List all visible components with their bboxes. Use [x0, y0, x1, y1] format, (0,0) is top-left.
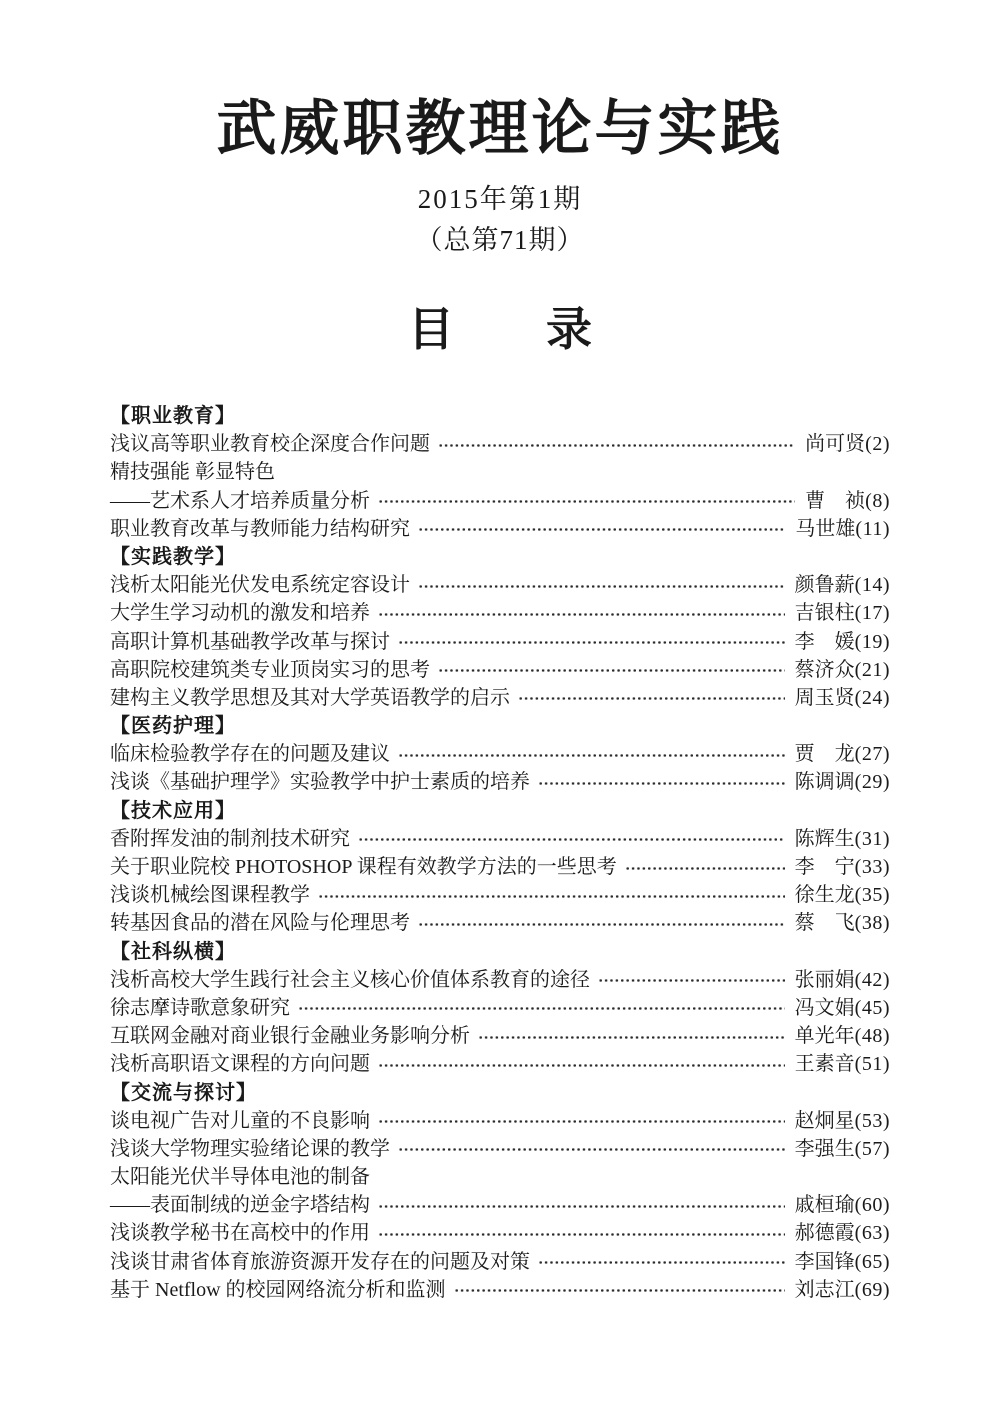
- entry-page: (51): [854, 1053, 890, 1076]
- entry-page: (24): [854, 686, 890, 709]
- entry-author: 冯文娟: [794, 996, 855, 1019]
- section-header: 【社科纵横】: [110, 940, 236, 963]
- toc-entry: [110, 966, 890, 994]
- dotted-leader: [398, 740, 785, 768]
- toc-entry: [110, 1107, 890, 1135]
- entry-author-page: [795, 628, 890, 656]
- entry-author-page: [795, 768, 890, 796]
- entry-title: 关于职业院校 PHOTOSHOP 课程有效教学方法的一些思考: [110, 856, 617, 878]
- entry-title: 谈电视广告对儿童的不良影响: [110, 1109, 370, 1132]
- dotted-leader: [318, 881, 785, 909]
- entry-title: 浅谈大学物理实验绪论课的教学: [110, 1137, 390, 1160]
- dotted-leader: [418, 515, 785, 543]
- toc-entry: [110, 881, 890, 909]
- entry-page: (11): [855, 517, 890, 540]
- entry-author: 曹 祯: [805, 489, 866, 512]
- entry-title: 职业教育改革与教师能力结构研究: [110, 517, 410, 540]
- entry-page: (42): [854, 968, 890, 991]
- dotted-leader: [598, 966, 785, 994]
- toc-entry: [110, 1276, 890, 1304]
- entry-title: 浅析太阳能光伏发电系统定容设计: [110, 574, 410, 597]
- dotted-leader: [378, 487, 795, 515]
- dotted-leader: [378, 1050, 785, 1078]
- dotted-leader: [418, 571, 785, 599]
- entry-title: 徐志摩诗歌意象研究: [110, 996, 290, 1019]
- entry-author-page: [795, 994, 890, 1022]
- toc-heading: 目 录: [408, 304, 592, 355]
- entry-title: 临床检验教学存在的问题及建议: [110, 743, 390, 766]
- entry-author-page: [795, 881, 890, 909]
- toc-entry: [110, 628, 890, 656]
- entry-page: (60): [854, 1194, 890, 1217]
- toc-entry: [110, 994, 890, 1022]
- entry-title: 浅谈《基础护理学》实验教学中护士素质的培养: [110, 771, 530, 794]
- table-of-contents: [110, 402, 890, 1304]
- toc-entry: [110, 1050, 890, 1078]
- toc-entry: [110, 656, 890, 684]
- entry-author: 李 宁: [794, 856, 855, 878]
- toc-entry: [110, 1191, 890, 1219]
- entry-author: 赵炯星: [794, 1109, 855, 1132]
- dotted-leader: [438, 656, 785, 684]
- entry-author: 陈辉生: [794, 827, 855, 850]
- entry-title: 转基因食品的潜在风险与伦理思考: [110, 912, 410, 935]
- toc-entry: [110, 487, 890, 515]
- entry-page: (14): [854, 574, 890, 597]
- entry-author-page: [795, 966, 890, 994]
- entry-author: 贾 龙: [794, 743, 855, 766]
- entry-author-page: [805, 430, 890, 458]
- dotted-leader: [478, 1022, 785, 1050]
- entry-page: (17): [854, 602, 890, 625]
- dotted-leader: [378, 1191, 785, 1219]
- entry-author-page: [795, 825, 890, 853]
- toc-entry: [110, 430, 890, 458]
- entry-author-page: [795, 740, 890, 768]
- entry-title: ——艺术系人才培养质量分析: [110, 489, 370, 512]
- dotted-leader: [378, 1219, 785, 1247]
- dotted-leader: [438, 430, 795, 458]
- entry-author: 颜鲁薪: [794, 574, 855, 597]
- entry-author: 刘志江: [794, 1278, 855, 1301]
- section-header: 【交流与探讨】: [110, 1081, 257, 1104]
- section-header: 【医药护理】: [110, 715, 236, 738]
- entry-author-page: [795, 515, 890, 543]
- entry-page: (65): [854, 1250, 890, 1273]
- entry-author: 郝德霞: [794, 1222, 855, 1245]
- entry-author-page: [795, 1050, 890, 1078]
- dotted-leader: [454, 1276, 785, 1304]
- entry-author: 张丽娟: [794, 968, 855, 991]
- entry-title: 浅析高职语文课程的方向问题: [110, 1053, 370, 1076]
- entry-author: 陈调调: [794, 771, 855, 794]
- entry-author-page: [795, 909, 890, 937]
- entry-page: (48): [854, 1025, 890, 1048]
- toc-entry: [110, 825, 890, 853]
- entry-author: 吉银柱: [794, 602, 855, 625]
- entry-title: 浅析高校大学生践行社会主义核心价值体系教育的途径: [110, 968, 590, 991]
- issue-line: 2015年第1期: [417, 184, 583, 214]
- entry-author: 李 媛: [794, 630, 855, 653]
- dotted-leader: [378, 599, 785, 627]
- entry-author-page: [795, 1276, 890, 1304]
- entry-page: (2): [865, 433, 890, 456]
- dotted-leader: [518, 684, 785, 712]
- entry-title: 高职计算机基础教学改革与探讨: [110, 630, 390, 653]
- toc-entry: [110, 1219, 890, 1247]
- entry-title: 浅谈甘肃省体育旅游资源开发存在的问题及对策: [110, 1250, 530, 1273]
- entry-page: (31): [854, 827, 890, 850]
- entry-author: 单光年: [794, 1025, 855, 1048]
- entry-page: (38): [854, 912, 890, 935]
- toc-entry: [110, 1248, 890, 1276]
- entry-author: 戚桓瑜: [794, 1194, 855, 1217]
- entry-author: 尚可贤: [805, 433, 866, 456]
- entry-page: (69): [854, 1278, 890, 1301]
- entry-page: (53): [854, 1109, 890, 1132]
- entry-page: (33): [854, 856, 890, 878]
- dotted-leader: [358, 825, 785, 853]
- entry-page: (21): [854, 658, 890, 681]
- entry-author: 蔡济众: [794, 658, 855, 681]
- toc-entry: [110, 515, 890, 543]
- entry-page: (57): [854, 1137, 890, 1160]
- cumulative-issue-line: （总第71期）: [415, 225, 585, 255]
- entry-author: 王素音: [794, 1053, 855, 1076]
- entry-author: 蔡 飞: [794, 912, 855, 935]
- entry-author-page: [795, 1107, 890, 1135]
- toc-entry: [110, 599, 890, 627]
- entry-title: 大学生学习动机的激发和培养: [110, 602, 370, 625]
- entry-page: (27): [854, 743, 890, 766]
- entry-author-page: [795, 571, 890, 599]
- entry-page: (63): [854, 1222, 890, 1245]
- section-header: 【职业教育】: [110, 405, 236, 427]
- toc-entry: [110, 740, 890, 768]
- section-header: 【实践教学】: [110, 545, 236, 568]
- entry-author-page: [805, 487, 890, 515]
- toc-entry: [110, 1022, 890, 1050]
- entry-page: (19): [854, 630, 890, 653]
- dotted-leader: [398, 1135, 785, 1163]
- entry-page: (45): [854, 996, 890, 1019]
- toc-entry: [110, 853, 890, 881]
- entry-author-page: [795, 1022, 890, 1050]
- section-header: 【技术应用】: [110, 799, 236, 822]
- entry-page: (29): [854, 771, 890, 794]
- entry-author-page: [795, 1191, 890, 1219]
- entry-title: 建构主义教学思想及其对大学英语教学的启示: [110, 686, 510, 709]
- entry-title: 互联网金融对商业银行金融业务影响分析: [110, 1025, 470, 1048]
- dotted-leader: [538, 1248, 785, 1276]
- entry-author: 李强生: [794, 1137, 855, 1160]
- entry-author: 马世雄: [795, 517, 856, 540]
- entry-title: 浅谈机械绘图课程教学: [110, 884, 310, 907]
- entry-page: (8): [865, 489, 890, 512]
- entry-author-page: [795, 1135, 890, 1163]
- entry-page: (35): [854, 884, 890, 907]
- entry-author-page: [795, 656, 890, 684]
- entry-title: 高职院校建筑类专业顶岗实习的思考: [110, 658, 430, 681]
- dotted-leader: [625, 853, 785, 881]
- toc-entry: [110, 1135, 890, 1163]
- entry-title: 浅议高等职业教育校企深度合作问题: [110, 433, 430, 456]
- toc-entry: [110, 684, 890, 712]
- entry-author-page: [795, 1248, 890, 1276]
- entry-author-page: [795, 684, 890, 712]
- toc-entry: [110, 768, 890, 796]
- dotted-leader: [298, 994, 785, 1022]
- entry-author: 李国锋: [794, 1250, 855, 1273]
- dotted-leader: [378, 1107, 785, 1135]
- toc-entry: [110, 571, 890, 599]
- dotted-leader: [538, 768, 785, 796]
- toc-entry: [110, 909, 890, 937]
- entry-title: ——表面制绒的逆金字塔结构: [110, 1194, 370, 1217]
- entry-author-page: [795, 853, 890, 881]
- entry-author: 周玉贤: [794, 686, 855, 709]
- journal-title: 武威职教理论与实践: [216, 96, 784, 162]
- entry-author: 徐生龙: [794, 884, 855, 907]
- entry-author-page: [795, 599, 890, 627]
- entry-author-page: [795, 1219, 890, 1247]
- dotted-leader: [398, 628, 785, 656]
- entry-title: 基于 Netflow 的校园网络流分析和监测: [110, 1278, 446, 1301]
- entry-title: 香附挥发油的制剂技术研究: [110, 827, 350, 850]
- dotted-leader: [418, 909, 785, 937]
- entry-title: 浅谈教学秘书在高校中的作用: [110, 1222, 370, 1245]
- entry-title-line1: 精技强能 彰显特色: [110, 461, 275, 484]
- entry-title-line1: 太阳能光伏半导体电池的制备: [110, 1166, 370, 1189]
